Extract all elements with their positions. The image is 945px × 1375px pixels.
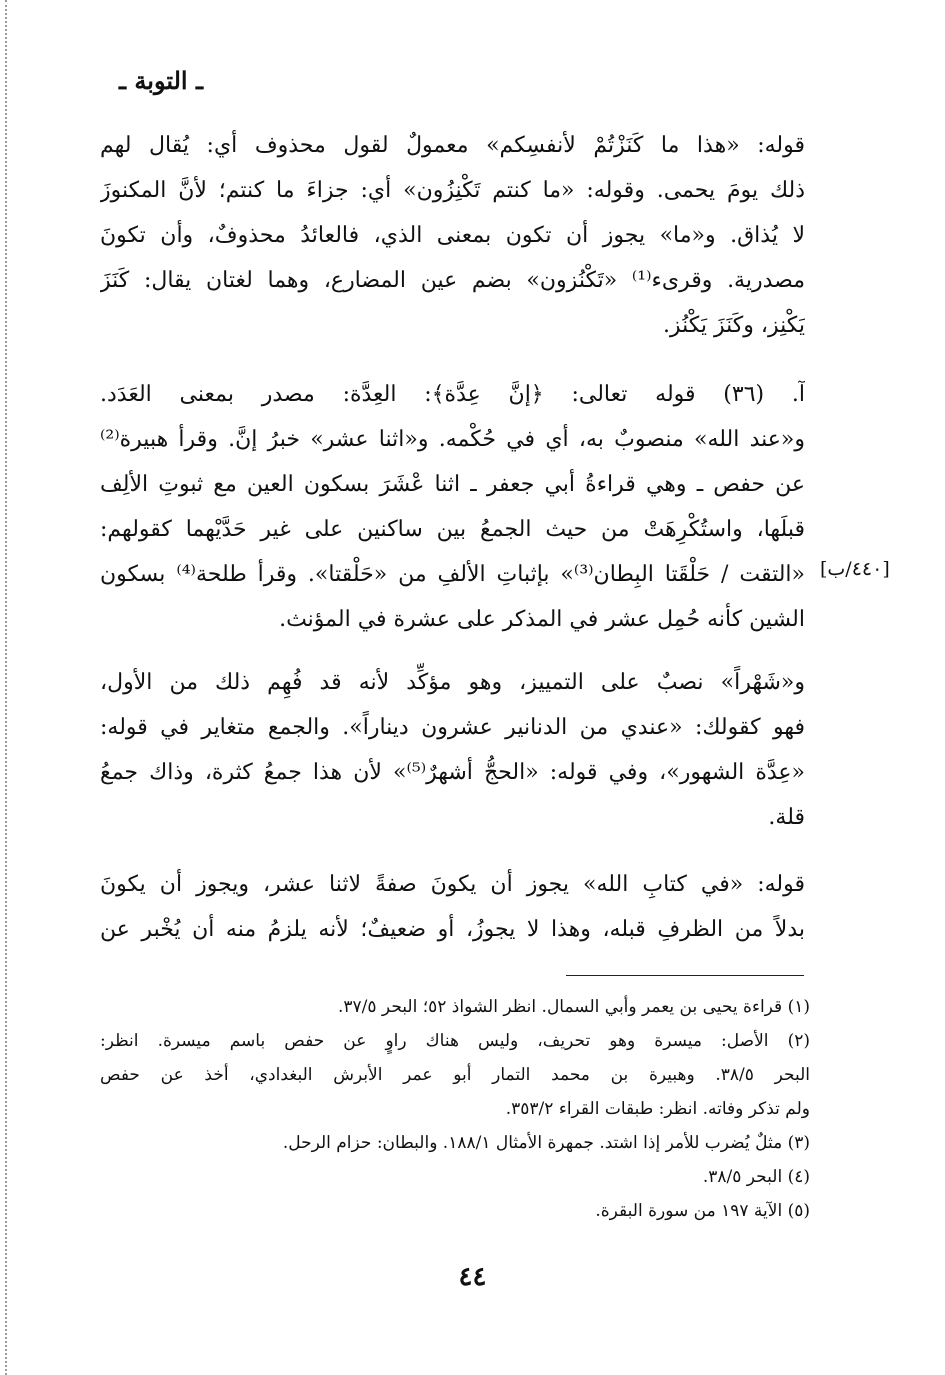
footnote: (٤) البحر ٣٨/٥. <box>702 1167 810 1187</box>
text-line: بدلاً من الظرفِ قبله، وهذا لا يجوزُ، أو ضعيفٌ؛ لأنه يلزمُ منه أن يُخْبر عن <box>100 917 805 942</box>
text-line: «التقت / حَلْقَتا البِطان⁽³⁾» بإثباتِ الألفِ من «حَلْقتا». وقرأ طلحة⁽⁴⁾ بسكون <box>100 562 805 587</box>
running-header: ـ التوبة ـ <box>119 66 203 95</box>
text-line: يَكْنِز، وكَنَزَ يَكْنُز. <box>662 313 805 338</box>
footnote: (٢) الأصل: ميسرة وهو تحريف، وليس هناك راوٍ عن حفص باسم ميسرة. انظر: <box>100 1031 810 1051</box>
text-line: الشين كأنه حُمِل عشر في المذكر على عشرة في المؤنث. <box>279 607 805 632</box>
text-line: عن حفص ـ وهي قراءةُ أبي جعفر ـ اثنا عْشَرَ بسكون العين مع ثبوتِ الألِف <box>100 472 805 497</box>
paragraph-1 <box>100 123 805 348</box>
footnote: (٣) مثلٌ يُضرب للأمر إذا اشتد. جمهرة الأمثال ١٨٨/١. والبطان: حزام الرحل. <box>282 1133 810 1153</box>
paragraph-2 <box>100 372 805 642</box>
footnote-continuation: البحر ٣٨/٥. وهبيرة بن محمد التمار أبو عمر الأبرش البغدادي، أخذ عن حفص <box>100 1065 810 1085</box>
text-line: قلة. <box>768 805 805 830</box>
text-line: قبلَها، واستُكْرِهَتْ من حيث الجمعُ بين ساكنين على غير حَدَّيْهما كقولهم: <box>100 517 805 542</box>
text-line: «عِدَّة الشهور»، وفي قوله: «الحجُّ أشهرٌ⁽⁵⁾» لأن هذا جمعُ كثرة، وذاك جمعُ <box>100 760 805 785</box>
footnote-continuation: ولم تذكر وفاته. انظر: طبقات القراء ٣٥٣/٢. <box>505 1099 810 1119</box>
margin-folio-note: [٤٤٠/ب] <box>820 558 890 580</box>
text-line: لا يُذاق. و«ما» يجوز أن تكون بمعنى الذي، فالعائدُ محذوفٌ، وأن تكونَ <box>100 223 805 248</box>
text-line: قوله: «هذا ما كَنَزْتُمْ لأنفسِكم» معمولٌ لقول محذوف أي: يُقال لهم <box>100 133 805 158</box>
footnotes <box>100 990 810 1228</box>
paragraph-3 <box>100 660 805 840</box>
footnote-separator <box>566 975 804 976</box>
footnote: (١) قراءة يحيى بن يعمر وأبي السمال. انظر الشواذ ٥٢؛ البحر ٣٧/٥. <box>338 997 810 1017</box>
text-line: ذلك يومَ يحمى. وقوله: «ما كنتم تَكْنِزُون» أي: جزاءَ ما كنتم؛ لأنَّ المكنوزَ <box>100 178 805 203</box>
text-line: قوله: «في كتابِ الله» يجوز أن يكونَ صفةً لاثنا عشر، ويجوز أن يكونَ <box>100 872 805 897</box>
text-line: فهو كقولك: «عندي من الدنانير عشرون ديناراً». والجمع متغاير في قوله: <box>100 715 805 740</box>
paragraph-4 <box>100 862 805 952</box>
text-line: و«عند الله» منصوبٌ به، أي في حُكْمه. و«اثنا عشر» خبرُ إنَّ. وقرأ هبيرة⁽²⁾ <box>100 427 805 452</box>
page-number: ٤٤ <box>458 1262 487 1292</box>
text-line: و«شَهْراً» نصبٌ على التمييز، وهو مؤكِّد لأنه قد فُهِم ذلك من الأول، <box>100 670 805 695</box>
text-line: مصدرية. وقرىء⁽¹⁾ «تَكْنُزون» بضم عين المضارع، وهما لغتان يقال: كَنَزَ <box>100 268 805 293</box>
footnote: (٥) الآية ١٩٧ من سورة البقرة. <box>595 1201 810 1221</box>
text-line: آ. (٣٦) قوله تعالى: ﴿إنَّ عِدَّة﴾: العِدَّة: مصدر بمعنى العَدَد. <box>100 382 805 407</box>
